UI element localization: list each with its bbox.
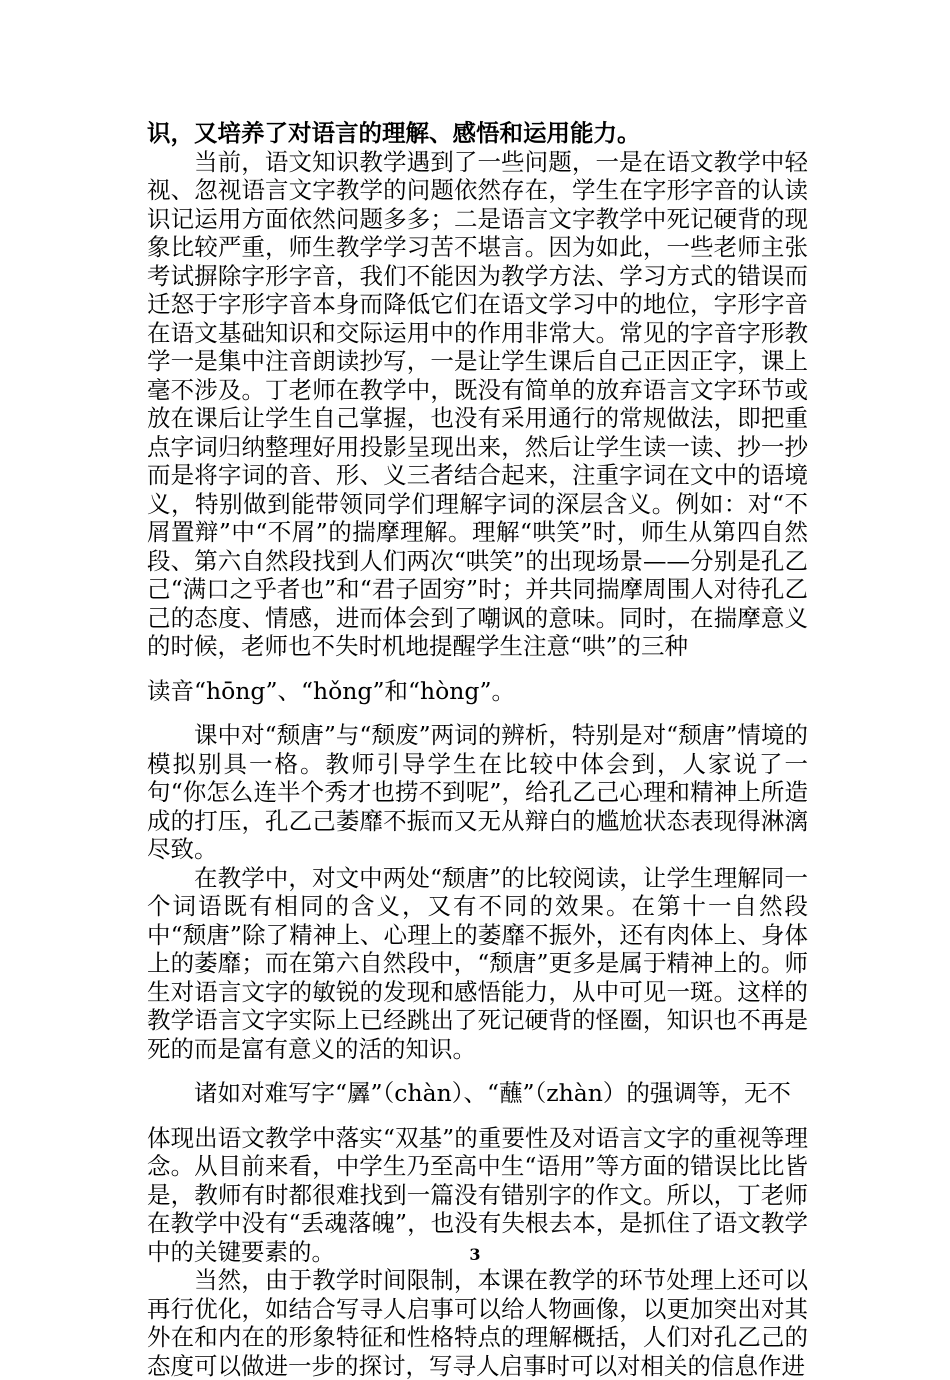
paragraph-tuitang-analysis: 课中对“颓唐”与“颓废”两词的辨析，特别是对“颓唐”情境的模拟别具一格。教师引导学生在比较中体会到，人家说了一句“你怎么连半个秀才也捞不到呢”，给孔乙己心理和精神上所造成的打压，孔乙己萎靡不振而又无从辩白的尴尬状态表现得淋漓尽致。 [147,721,808,863]
paragraph-knowledge-teaching: 当前，语文知识教学遇到了一些问题，一是在语文教学中轻视、忽视语言文字教学的问题依然存在，学生在字形字音的认读识记运用方面依然问题多多；二是语言文字教学中死记硬背的现象比较严重，师生教学学习苦不堪言。因为如此，一些老师主张考试摒除字形字音，我们不能因为教学方法、学习方式的错误而迁怒于字形字音本身而降低它们在语文学习中的地位，字形字音在语文基础知识和交际运用中的作用非常大。常见的字音字形教学一是集中注音朗读抄写，一是让学生课后自己正因正字，课上毫不涉及。丁老师在教学中，既没有简单的放弃语言文字环节或放在课后让学生自己掌握，也没有采用通行的常规做法，即把重点字词归纳整理好用投影呈现出来，然后让学生读一读、抄一抄而是将字词的音、形、义三者结合起来，注重字词在文中的语境义，特别做到能带领同学们理解字词的深层含义。例如：对“不屑置辩”中“不屑”的揣摩理解。理解“哄笑”时，师生从第四自然段、第六自然段找到人们两次“哄笑”的出现场景——分别是孔乙己“满口之乎者也”和“君子固穷”时；并共同揣摩周围人对待孔乙己的态度、情感，进而体会到了嘲讽的意味。同时，在揣摩意义的时候，老师也不失时机地提醒学生注意“哄”的三种 [147,147,808,660]
paragraph-difficult-characters: 诸如对难写字“羼”（chàn）、“蘸”（zhàn）的强调等，无不 [194,1079,791,1107]
page-number: 3 [469,1245,481,1264]
paragraph-continuation: 识，又培养了对语言的理解、感悟和运用能力。 [147,119,641,147]
paragraph-pronunciation: 读音“hōng”、“hǒng”和“hòng”。 [147,676,515,705]
paragraph-basics-importance: 体现出语文教学中落实“双基”的重要性及对语言文字的重视等理念。从目前来看，中学生乃至高中生“语用”等方面的错误比比皆是，教师有时都很难找到一篇没有错别字的作文。所以，丁老师在教学中没有“丢魂落魄”，也没有失根去本，是抓住了语文教学中的关键要素的。 [147,1123,808,1266]
paragraph-improvement: 当然，由于教学时间限制，本课在教学的环节处理上还可以再行优化，如结合写寻人启事可以给人物画像，以更加突出对其外在和内在的形象特征和性格特点的理解概括，人们对孔乙己的态度可以做进一步的探讨，写寻人启事时可以对相关的信息作进 [147,1266,808,1380]
paragraph-comparative-reading: 在教学中，对文中两处“颓唐”的比较阅读，让学生理解同一个词语既有相同的含义，又有不同的效果。在第十一自然段中“颓唐”除了精神上、心理上的萎靡不振外，还有肉体上、身体上的萎靡；而在第六自然段中，“颓唐”更多是属于精神上的。师生对语言文字的敏锐的发现和感悟能力，从中可见一斑。这样的教学语言文字实际上已经跳出了死记硬背的怪圈，知识也不再是死的而是富有意义的活的知识。 [147,863,808,1063]
document-body [147,119,808,1380]
